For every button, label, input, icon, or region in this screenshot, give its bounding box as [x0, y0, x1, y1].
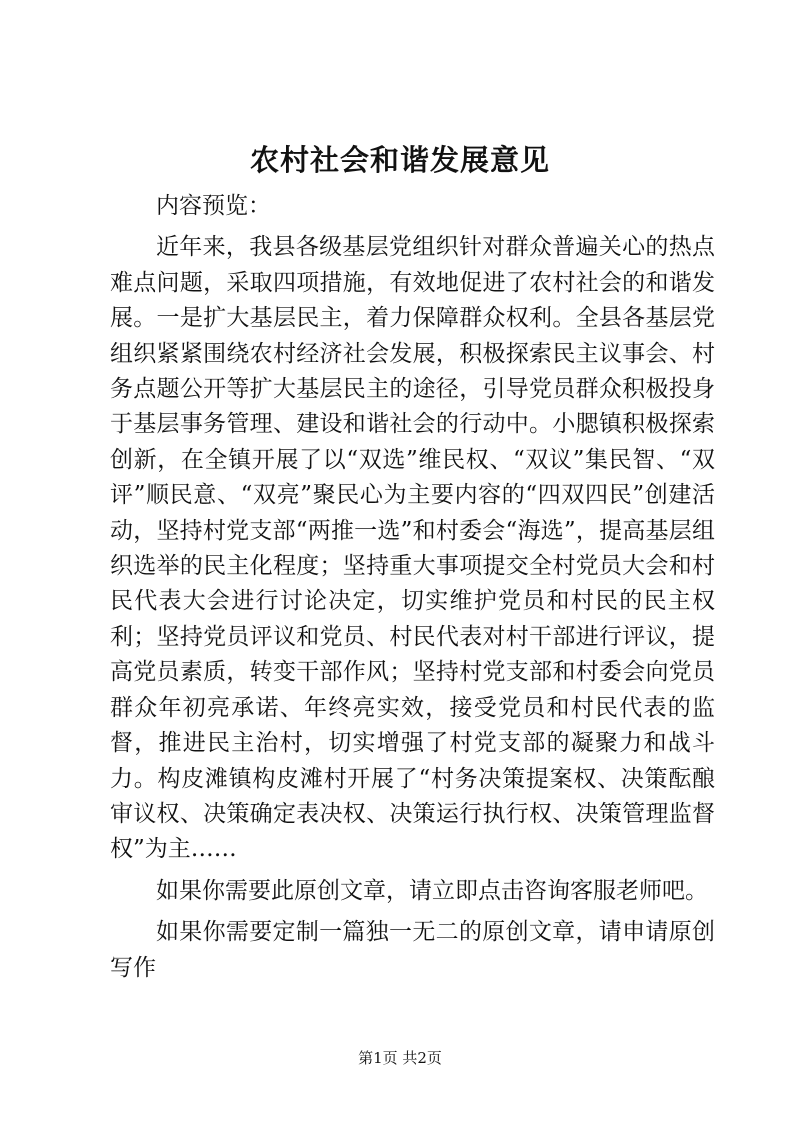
body-paragraph: 近年来，我县各级基层党组织针对群众普遍关心的热点难点问题，采取四项措施，有效地促进了农村社会的和谐发展。一是扩大基层民主，着力保障群众权利。全县各基层党组织紧紧围绕农村经济社会发展，积极探索民主议事会、村务点题公开等扩大基层民主的途径，引导党员群众积极投身于基层事务管理、建设和谐社会的行动中。小腮镇积极探索创新，在全镇开展了以“双选”维民权、“双议”集民智、“双评”顺民意、“双亮”聚民心为主要内容的“四双四民”创建活动，坚持村党支部“两推一选”和村委会“海选”，提高基层组织选举的民主化程度；坚持重大事项提交全村党员大会和村民代表大会进行讨论决定，切实维护党员和村民的民主权利；坚持党员评议和党员、村民代表对村干部进行评议，提高党员素质，转变干部作风；坚持村党支部和村委会向党员群众年初亮承诺、年终亮实效，接受党员和村民代表的监督，推进民主治村，切实增强了村党支部的凝聚力和战斗力。构皮滩镇构皮滩村开展了“村务决策提案权、决策酝酿审议权、决策确定表决权、决策运行执行权、决策管理监督权”为主……: [110, 234, 715, 863]
page-number: 第1页 共2页: [358, 1049, 442, 1067]
custom-writing-note[interactable]: 如果你需要定制一篇独一无二的原创文章，请申请原创写作: [110, 919, 715, 981]
document-content: [110, 189, 715, 986]
preview-label: 内容预览：: [156, 193, 271, 219]
consult-note[interactable]: 如果你需要此原创文章，请立即点击咨询客服老师吧。: [156, 877, 708, 904]
document-title: 农村社会和谐发展意见: [249, 143, 550, 177]
